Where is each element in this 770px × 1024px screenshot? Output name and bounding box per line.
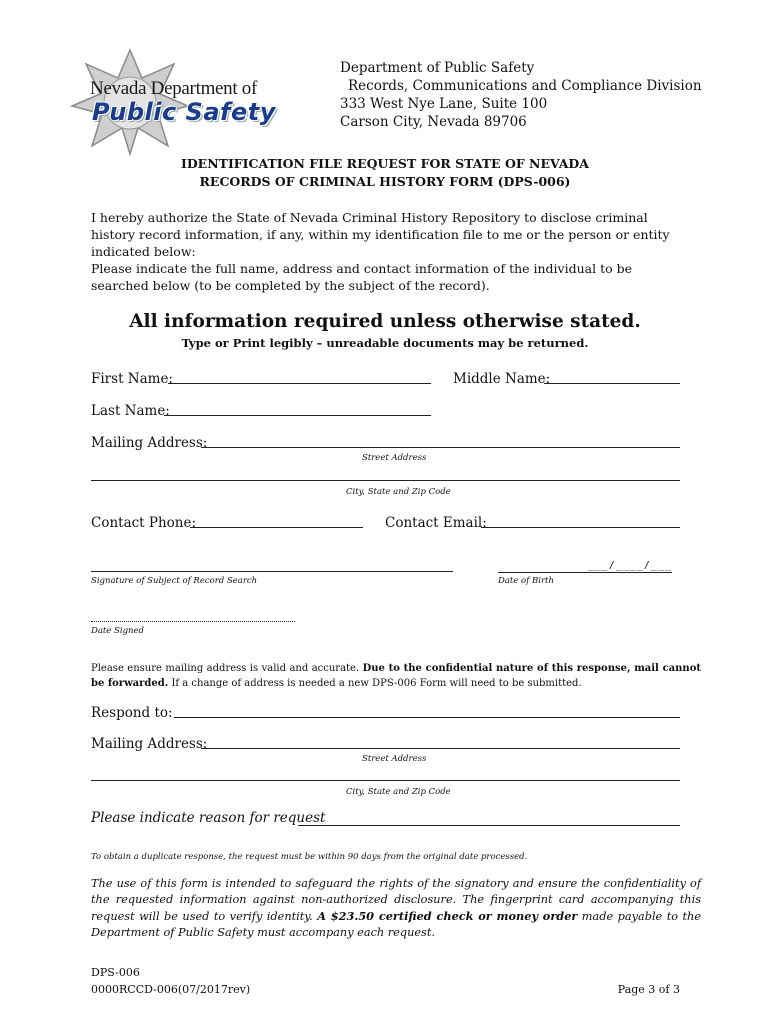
logo-agency-line: Public Safety [92, 98, 276, 126]
title-line-2: RECORDS OF CRIMINAL HISTORY FORM (DPS-006) [199, 174, 571, 189]
last-name-label: Last Name: [91, 403, 170, 419]
address-line-street: 333 West Nye Lane, Suite 100 [340, 96, 548, 112]
respond-mailing-address-label: Mailing Address: [91, 736, 208, 752]
mail-forwarding-notice [91, 661, 701, 691]
city-state-zip-caption: City, State and Zip Code [346, 487, 451, 497]
contact-phone-label: Contact Phone: [91, 515, 197, 531]
respond-to-field[interactable] [174, 717, 680, 718]
footer-form-id: DPS-006 [91, 966, 140, 979]
address-line-city: Carson City, Nevada 89706 [340, 114, 527, 130]
first-name-field[interactable] [168, 383, 431, 384]
date-signed-caption: Date Signed [91, 626, 144, 636]
authorize-paragraph: I hereby authorize the State of Nevada Criminal History Repository to disclose criminal history record information, if any, within my identification file to me or the person or entity indicated below: [91, 210, 670, 259]
purpose-fee-bold: A $23.50 certified check or money order [317, 909, 578, 923]
contact-email-label: Contact Email: [385, 515, 487, 531]
respond-street-caption: Street Address [362, 754, 427, 764]
legibility-subheading: Type or Print legibly – unreadable documents may be returned. [181, 336, 589, 350]
contact-email-field[interactable] [481, 527, 680, 528]
respond-mailing-street-field[interactable] [201, 748, 680, 749]
address-line-dept: Department of Public Safety [340, 60, 535, 76]
header-address [340, 59, 702, 131]
address-line-division: Records, Communications and Compliance Division [348, 78, 702, 94]
footer-revision: 0000RCCD-006(07/2017rev) [91, 983, 251, 996]
footer-page-number: Page 3 of 3 [617, 983, 680, 996]
last-name-field[interactable] [164, 415, 431, 416]
required-heading: All information required unless otherwise stated. [129, 311, 641, 332]
dob-underline [498, 572, 672, 573]
title-line-1: IDENTIFICATION FILE REQUEST FOR STATE OF NEVADA [181, 156, 589, 171]
respond-mailing-city-field[interactable] [91, 780, 680, 781]
purpose-text-1: The use of this form is intended to safeguard the rights of the signatory and ensure the confidentiality of the requested information against non-authorized disclosure. The fingerprint card accompanying this request will be used to verify identity. [91, 877, 701, 923]
logo-dept-line: Nevada Department of [90, 78, 258, 99]
date-of-birth-caption: Date of Birth [498, 576, 554, 586]
street-address-caption: Street Address [362, 453, 427, 463]
first-name-label: First Name: [91, 371, 173, 387]
purpose-text-2: made payable to the Department of Public Safety must accompany each request. [91, 910, 702, 939]
signature-caption: Signature of Subject of Record Search [91, 576, 258, 586]
signature-field[interactable] [91, 571, 453, 572]
middle-name-field[interactable] [544, 383, 680, 384]
reason-field[interactable] [298, 825, 680, 826]
respond-city-caption: City, State and Zip Code [346, 787, 451, 797]
form-title [90, 155, 680, 191]
indicate-paragraph: Please indicate the full name, address and contact information of the individual to be searched below (to be completed by the subject of the record). [91, 261, 633, 293]
contact-phone-field[interactable] [190, 527, 363, 528]
duplicate-note: To obtain a duplicate response, the request must be within 90 days from the original date processed. [91, 852, 528, 862]
mail-notice-text-1: Please ensure mailing address is valid and accurate. [91, 663, 363, 674]
mail-notice-text-2: If a change of address is needed a new DPS-006 Form will need to be submitted. [168, 678, 582, 689]
date-of-birth-field[interactable]: ___/____/___ [587, 560, 672, 571]
purpose-paragraph [91, 876, 701, 941]
middle-name-label: Middle Name: [453, 371, 551, 387]
reason-label: Please indicate reason for request [91, 810, 326, 826]
mailing-address-city-field[interactable] [91, 480, 680, 481]
respond-to-label: Respond to: [91, 705, 173, 721]
date-signed-field[interactable] [91, 621, 295, 622]
mail-notice-bold: Due to the confidential nature of this response, mail cannot be forwarded. [91, 663, 701, 689]
mailing-address-label: Mailing Address: [91, 435, 208, 451]
mailing-address-street-field[interactable] [201, 447, 680, 448]
agency-logo [62, 48, 307, 156]
